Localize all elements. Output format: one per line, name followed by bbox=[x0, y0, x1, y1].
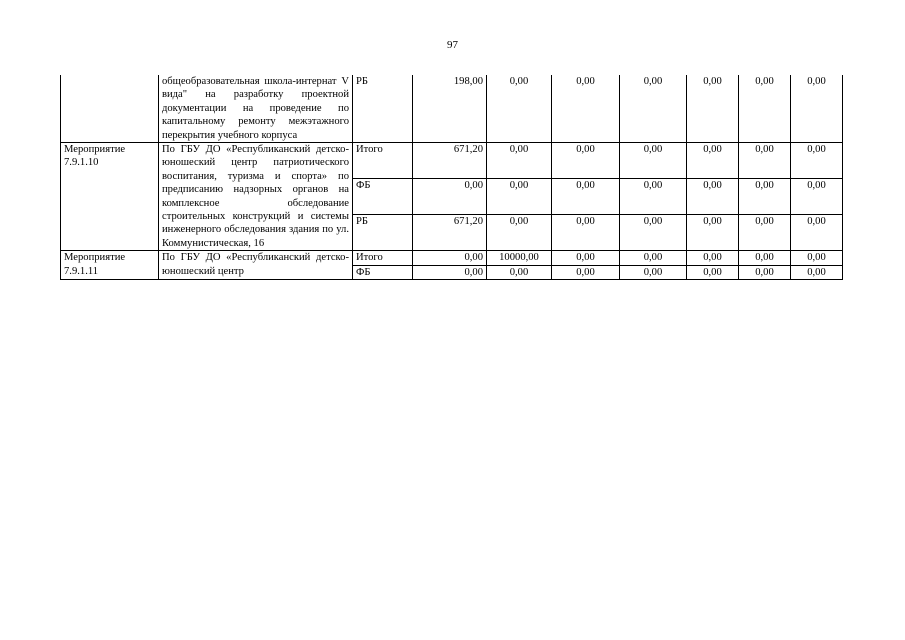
value-cell: 0,00 bbox=[413, 251, 487, 265]
value-cell: 0,00 bbox=[739, 179, 791, 215]
budget-table bbox=[60, 75, 843, 280]
value-cell: 0,00 bbox=[487, 75, 552, 143]
value-cell: 0,00 bbox=[687, 143, 739, 179]
value-cell: 0,00 bbox=[487, 215, 552, 251]
value-cell: 0,00 bbox=[687, 215, 739, 251]
table-row bbox=[61, 143, 843, 179]
value-cell: 0,00 bbox=[487, 179, 552, 215]
event-name-cell: Мероприятие 7.9.1.10 bbox=[61, 143, 159, 251]
value-cell: 0,00 bbox=[791, 143, 843, 179]
value-cell: 198,00 bbox=[413, 75, 487, 143]
value-cell: 0,00 bbox=[552, 265, 620, 279]
value-cell: 0,00 bbox=[687, 75, 739, 143]
value-cell: 0,00 bbox=[620, 75, 687, 143]
funding-source-cell: Итого bbox=[353, 143, 413, 179]
value-cell: 10000,00 bbox=[487, 251, 552, 265]
value-cell: 0,00 bbox=[791, 179, 843, 215]
event-description-cell: общеобразовательная школа-интернат V вида" на разработку проектной документации на проведение по капитальному ремонту межэтажного перекрытия учебного корпуса bbox=[159, 75, 353, 143]
value-cell: 0,00 bbox=[620, 143, 687, 179]
value-cell: 0,00 bbox=[739, 215, 791, 251]
event-name-cell bbox=[61, 75, 159, 143]
funding-source-cell: ФБ bbox=[353, 179, 413, 215]
event-name-cell: Мероприятие 7.9.1.11 bbox=[61, 251, 159, 280]
value-cell: 0,00 bbox=[620, 215, 687, 251]
value-cell: 0,00 bbox=[687, 265, 739, 279]
value-cell: 0,00 bbox=[791, 251, 843, 265]
value-cell: 0,00 bbox=[739, 265, 791, 279]
event-description-cell: По ГБУ ДО «Республиканский детско-юношеский центр bbox=[159, 251, 353, 280]
value-cell: 0,00 bbox=[739, 143, 791, 179]
value-cell: 0,00 bbox=[791, 75, 843, 143]
funding-source-cell: РБ bbox=[353, 215, 413, 251]
value-cell: 671,20 bbox=[413, 215, 487, 251]
value-cell: 0,00 bbox=[620, 179, 687, 215]
value-cell: 0,00 bbox=[687, 251, 739, 265]
value-cell: 671,20 bbox=[413, 143, 487, 179]
value-cell: 0,00 bbox=[620, 251, 687, 265]
value-cell: 0,00 bbox=[552, 179, 620, 215]
value-cell: 0,00 bbox=[552, 251, 620, 265]
value-cell: 0,00 bbox=[552, 143, 620, 179]
funding-source-cell: Итого bbox=[353, 251, 413, 265]
value-cell: 0,00 bbox=[413, 179, 487, 215]
table-row bbox=[61, 75, 843, 143]
value-cell: 0,00 bbox=[487, 265, 552, 279]
value-cell: 0,00 bbox=[487, 143, 552, 179]
value-cell: 0,00 bbox=[552, 75, 620, 143]
page-number: 97 bbox=[447, 39, 458, 51]
value-cell: 0,00 bbox=[552, 215, 620, 251]
table-row bbox=[61, 251, 843, 265]
value-cell: 0,00 bbox=[739, 251, 791, 265]
value-cell: 0,00 bbox=[413, 265, 487, 279]
value-cell: 0,00 bbox=[791, 265, 843, 279]
event-description-cell: По ГБУ ДО «Республиканский детско-юношеский центр патриотического воспитания, туризма и спорта» по предписанию надзорных органов на комплексное обследование строительных конструкций и системы инженерного обследования здания по ул. Коммунистическая, 16 bbox=[159, 143, 353, 251]
value-cell: 0,00 bbox=[620, 265, 687, 279]
value-cell: 0,00 bbox=[791, 215, 843, 251]
value-cell: 0,00 bbox=[739, 75, 791, 143]
funding-source-cell: РБ bbox=[353, 75, 413, 143]
funding-source-cell: ФБ bbox=[353, 265, 413, 279]
value-cell: 0,00 bbox=[687, 179, 739, 215]
